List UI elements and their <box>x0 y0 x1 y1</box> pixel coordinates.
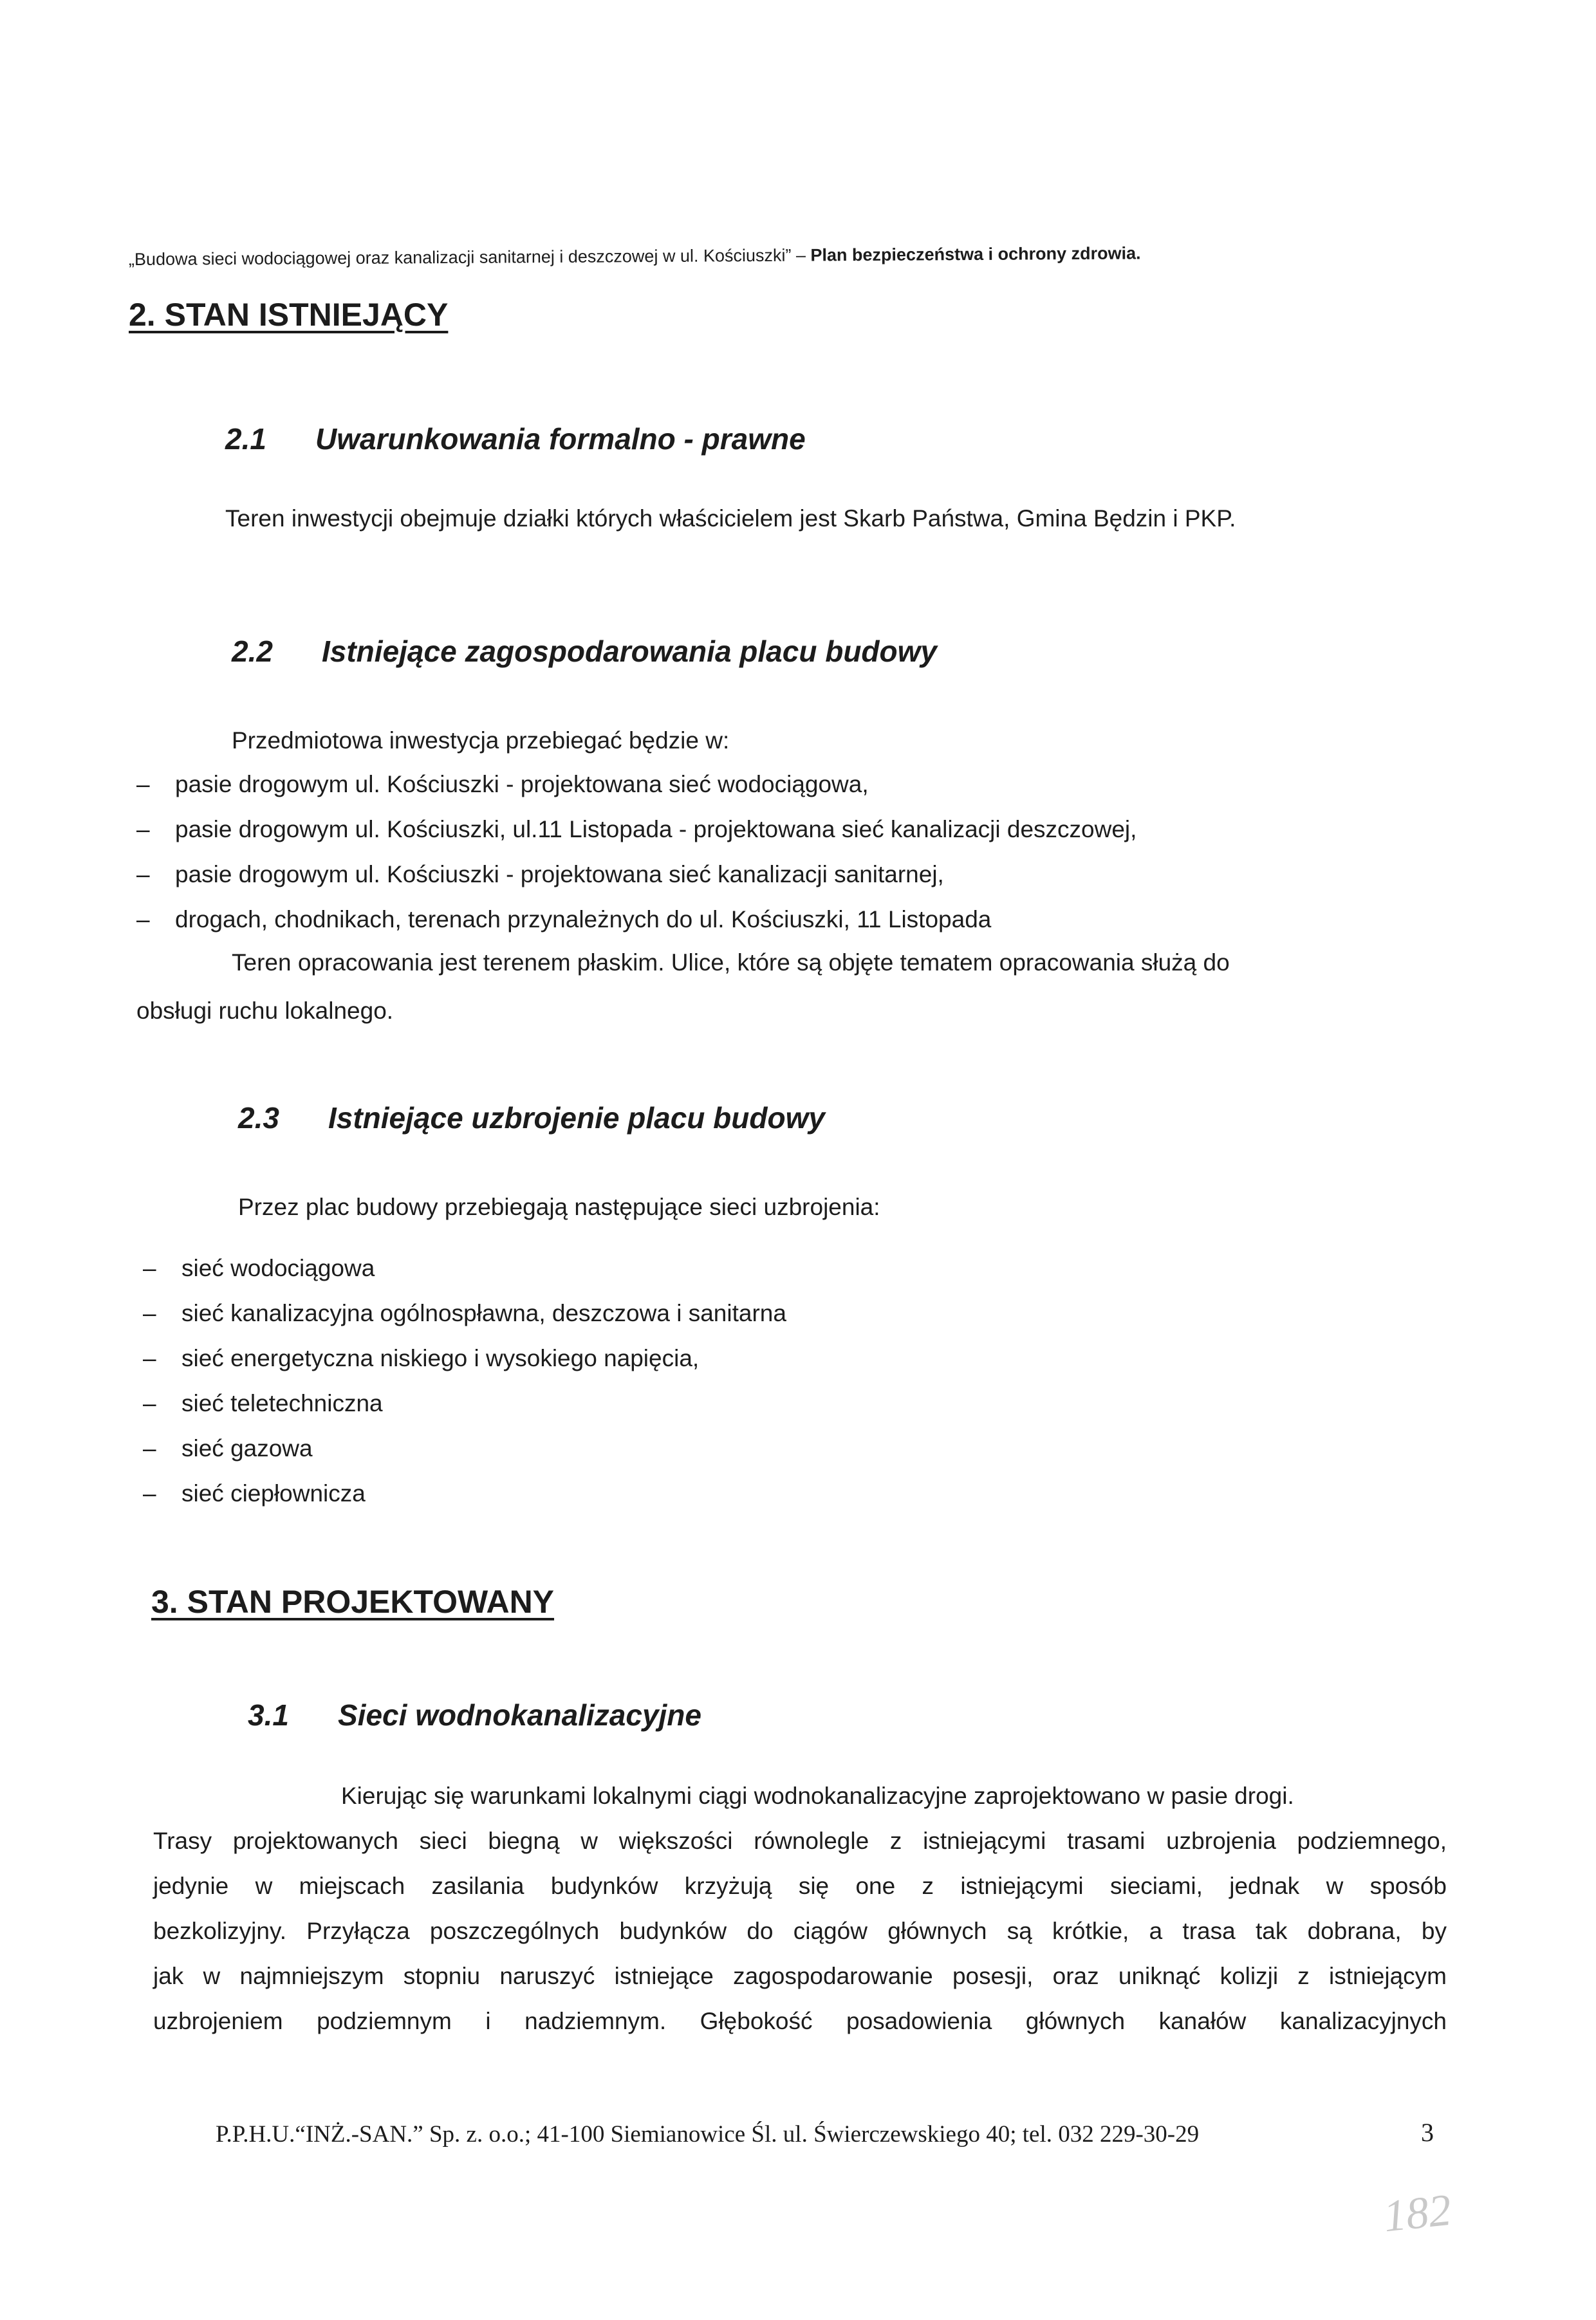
section-2-title: 2. STAN ISTNIEJĄCY <box>129 297 449 333</box>
section-2-3-intro: Przez plac budowy przebiegają następujące sieci uzbrojenia: <box>238 1194 880 1220</box>
section-2-2-heading <box>232 634 937 669</box>
section-2-2-paragraph-line2: obsługi ruchu lokalnego. <box>136 998 394 1024</box>
list-item: – sieć energetyczna niskiego i wysokiego napięcia, <box>143 1345 700 1371</box>
document-header <box>129 243 1141 270</box>
list-item: – sieć wodociągowa <box>143 1255 375 1281</box>
handwritten-annotation: 182 <box>1381 2185 1454 2242</box>
list-item: – sieć gazowa <box>143 1435 313 1462</box>
section-3-1-line: bezkolizyjny. Przyłącza poszczególnych budynków do ciągów głównych są krótkie, a trasa tak dobrana, by <box>153 1918 1447 1944</box>
section-2-2-number: 2.2 <box>232 635 273 668</box>
list-item: – pasie drogowym ul. Kościuszki, ul.11 Listopada - projektowana sieć kanalizacji deszczowej, <box>136 816 1137 842</box>
header-subject: „Budowa sieci wodociągowej oraz kanalizacji sanitarnej i deszczowej w ul. Kościuszki” – <box>128 245 811 269</box>
section-2-1-title: Uwarunkowania formalno - prawne <box>315 422 806 456</box>
page-number: 3 <box>1421 2118 1434 2147</box>
section-3-1-heading <box>248 1698 701 1732</box>
footer-company: P.P.H.U.“INŻ.-SAN.” Sp. z. o.o.; 41-100 Siemianowice Śl. ul. Świerczewskiego 40; tel. 032 229-30-29 <box>216 2121 1200 2148</box>
list-item: – sieć kanalizacyjna ogólnospławna, deszczowa i sanitarna <box>143 1300 786 1326</box>
section-3-1-line: uzbrojeniem podziemnym i nadziemnym. Głębokość posadowienia głównych kanałów kanalizacyjnych <box>153 2008 1447 2034</box>
list-item: – pasie drogowym ul. Kościuszki - projektowana sieć kanalizacji sanitarnej, <box>136 861 944 887</box>
section-3-1-number: 3.1 <box>248 1698 289 1732</box>
section-3-1-line: Kierując się warunkami lokalnymi ciągi wodnokanalizacyjne zaprojektowano w pasie drogi. <box>341 1783 1294 1809</box>
section-3-title: 3. STAN PROJEKTOWANY <box>151 1584 555 1620</box>
section-3-1-line: jak w najmniejszym stopniu naruszyć istniejące zagospodarowanie posesji, oraz uniknąć kolizji z istniejącym <box>153 1963 1447 1989</box>
list-item: – sieć ciepłownicza <box>143 1480 366 1507</box>
section-2-3-number: 2.3 <box>238 1101 279 1135</box>
list-item: – drogach, chodnikach, terenach przynależnych do ul. Kościuszki, 11 Listopada <box>136 906 992 933</box>
section-2-1-number: 2.1 <box>225 422 266 456</box>
section-3-1-line: Trasy projektowanych sieci biegną w większości równolegle z istniejącymi trasami uzbrojenia podziemnego, <box>153 1828 1447 1854</box>
section-2-2-paragraph-line1: Teren opracowania jest terenem płaskim. Ulice, które są objęte tematem opracowania służą do <box>232 949 1230 976</box>
section-3-1-line: jedynie w miejscach zasilania budynków krzyżują się one z istniejącymi sieciami, jednak w sposób <box>153 1873 1447 1899</box>
header-plan: Plan bezpieczeństwa i ochrony zdrowia. <box>810 243 1141 265</box>
section-2-3-title: Istniejące uzbrojenie placu budowy <box>328 1101 825 1135</box>
section-2-3-heading <box>238 1100 825 1135</box>
section-2-1-heading <box>225 422 806 456</box>
section-2-2-title: Istniejące zagospodarowania placu budowy <box>322 635 937 668</box>
section-3-1-title: Sieci wodnokanalizacyjne <box>338 1698 701 1732</box>
section-2-2-intro: Przedmiotowa inwestycja przebiegać będzie w: <box>232 727 730 754</box>
section-2-1-text: Teren inwestycji obejmuje działki których właścicielem jest Skarb Państwa, Gmina Będzin i PKP. <box>225 505 1236 532</box>
list-item: – sieć teletechniczna <box>143 1390 383 1416</box>
list-item: – pasie drogowym ul. Kościuszki - projektowana sieć wodociągowa, <box>136 771 869 797</box>
